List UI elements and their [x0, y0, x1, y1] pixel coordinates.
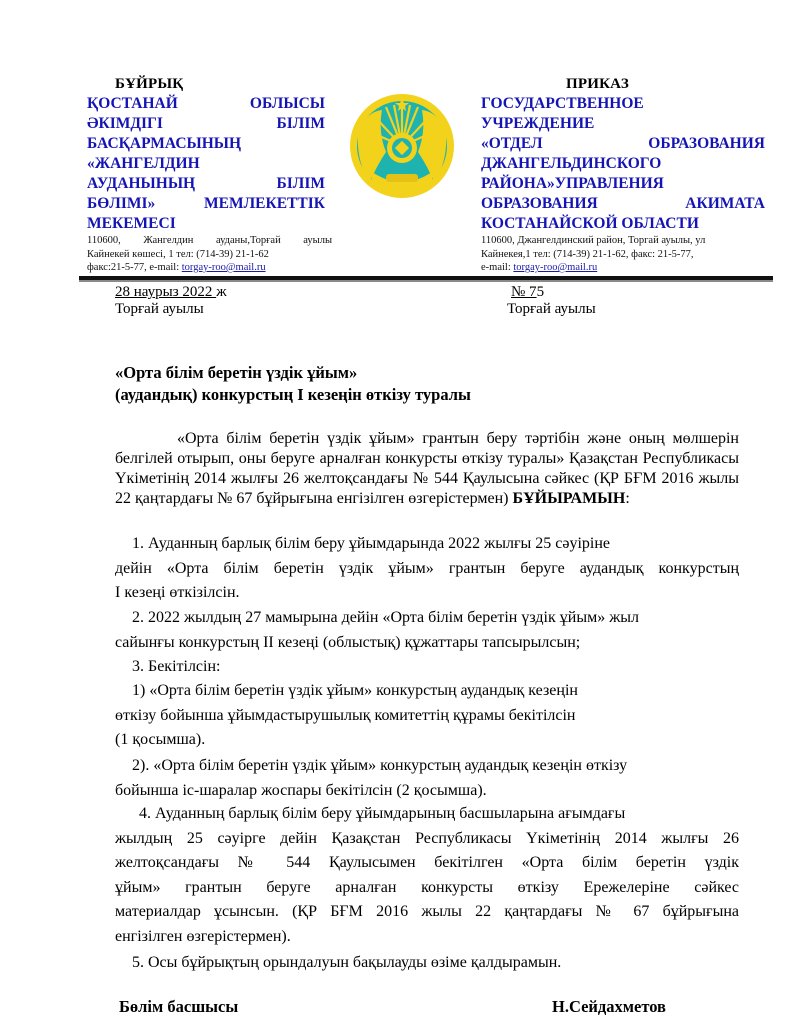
preamble-colon: :	[625, 490, 630, 507]
address-line: 110600, Джангелдинский район, Торгай ауылы, ул	[481, 235, 706, 246]
item-line: (1 қосымша).	[115, 731, 206, 748]
item-line: 3. Бекітілсін:	[132, 658, 221, 675]
org-line: КОСТАНАЙСКОЙ ОБЛАСТИ	[481, 215, 699, 232]
org-name-kazakh	[87, 94, 325, 234]
fax-label: факс:21-5-77, e-mail:	[87, 262, 182, 273]
item-line: 4. Ауданның барлық білім беру ұйымдарының басшыларына ағымдағы	[139, 805, 626, 822]
address-russian	[481, 234, 771, 275]
address-line: Кайнекея,1 тел: (714-39) 21-1-62, факс: 21-5-77,	[481, 248, 694, 260]
date-value: 28 наурыз 2022	[115, 284, 217, 300]
signature-position: Бөлім басшысы	[119, 997, 239, 1016]
item-line: І кезеңі өткізілсін.	[115, 584, 240, 601]
item-line: материалдар ұсынсын. (ҚР БҒМ 2016 жылы 22 қаңтардағы № 67 бұйрығына	[115, 903, 739, 920]
date-suffix: ж	[216, 284, 227, 300]
item-line: 5. Осы бұйрықтың орындалуын бақылауды өзіме қалдырамын.	[132, 954, 562, 971]
org-name-russian	[481, 94, 765, 234]
item-line: 2). «Орта білім беретін үздік ұйым» конкурстың аудандық кезеңін өткізу	[132, 757, 628, 774]
emblem-icon	[348, 92, 456, 200]
org-line: ӘКІМДІГІ БІЛІМ	[87, 115, 325, 132]
org-line: РАЙОНА»УПРАВЛЕНИЯ	[481, 175, 664, 192]
item-4	[115, 802, 739, 949]
item-3	[132, 655, 220, 680]
email-link[interactable]: torgay-roo@mail.ru	[513, 262, 598, 273]
org-line: ГОСУДАРСТВЕННОЕ	[481, 95, 644, 112]
item-5	[132, 951, 561, 976]
org-line: УЧРЕЖДЕНИЕ	[481, 115, 595, 132]
document-title	[115, 362, 471, 406]
item-line: дейін «Орта білім беретін үздік ұйым» грантын беруге аудандық конкурстың	[115, 559, 739, 577]
item-line: 1) «Орта білім беретін үздік ұйым» конкурстың аудандық кезеңін	[132, 682, 578, 699]
order-title-russian: ПРИКАЗ	[566, 76, 629, 92]
order-word: БҰЙЫРАМЫН	[512, 490, 626, 507]
item-line: өткізу бойынша ұйымдастырушылық комитеттің құрамы бекітілсін	[115, 706, 576, 724]
preamble-text: «Орта білім беретін үздік ұйым» грантын беру тәртібін және оның мөлшерін белгілей отырып, оны беруге арналған конкурсты өткізу туралы» Қазақстан Республикасы Үкіметінің 2014 жылғы 26 желтоқсандағы № 544 Қаулысына сәйкес (ҚР БҒМ 2016 жылы 22 қаңтардағы № 67 бұйрығына енгізілген өзгерістермен)	[115, 430, 739, 507]
place-right: Торғай ауылы	[507, 301, 596, 317]
email-label: e-mail:	[481, 262, 514, 273]
org-line: БАСҚАРМАСЫНЫҢ	[87, 135, 242, 152]
item-line: ұйым» грантын беруге арналған конкурсты өткізу Ережелеріне сәйкес	[115, 878, 739, 896]
item-line: бойынша іс-шаралар жоспары бекітілсін (2 қосымша).	[115, 781, 487, 799]
address-line	[481, 261, 771, 275]
preamble-paragraph	[115, 429, 739, 509]
state-emblem	[348, 92, 456, 200]
address-line: Кайнекей көшесі, 1 тел: (714-39) 21-1-62	[87, 248, 269, 260]
email-link[interactable]: torgay-roo@mail.ru	[181, 262, 266, 273]
title-line-1: «Орта білім беретін үздік ұйым»	[115, 363, 358, 382]
org-line: ДЖАНГЕЛЬДИНСКОГО	[481, 155, 662, 172]
item-line: 1. Ауданның барлық білім беру ұйымдарында 2022 жылғы 25 сәуіріне	[132, 535, 611, 552]
signature-name: Н.Сейдахметов	[552, 997, 666, 1016]
org-line: «ЖАНГЕЛДИН	[87, 155, 200, 172]
header-divider-thin	[79, 280, 773, 282]
item-line: сайынғы конкурстың ІІ кезеңі (облыстық) құжаттары тапсырылсын;	[115, 633, 581, 651]
item-line: жылдың 25 сәуірге дейін Қазақстан Республикасы Үкіметінің 2014 жылғы 26	[115, 829, 739, 847]
org-line: ОБРАЗОВАНИЯ АКИМАТА	[481, 195, 765, 212]
item-line: желтоқсандағы № 544 Қаулысымен бекітілген «Орта білім беретін үздік	[115, 854, 739, 871]
item-line: 2. 2022 жылдың 27 мамырына дейін «Орта білім беретін үздік ұйым» жыл	[132, 609, 639, 626]
title-line-2: (аудандық) конкурстың І кезеңін өткізу туралы	[115, 385, 471, 404]
address-line: 110600, Жангелдин ауданы,Торғай ауылы	[87, 235, 332, 246]
address-kazakh	[87, 234, 332, 275]
item-1	[115, 532, 739, 606]
item-line: енгізілген өзгерістермен).	[115, 927, 291, 945]
org-line: БӨЛІМІ» МЕМЛЕКЕТТІК	[87, 195, 325, 212]
org-line: «ОТДЕЛ ОБРАЗОВАНИЯ	[481, 135, 765, 152]
address-line	[87, 261, 332, 275]
org-line: АУДАНЫНЫҢ БІЛІМ	[87, 175, 325, 192]
org-line: МЕКЕМЕСІ	[87, 215, 176, 232]
number-value: № 7	[511, 284, 537, 300]
item-3-2	[115, 754, 739, 803]
item-3-1	[115, 679, 739, 753]
org-line: ҚОСТАНАЙ ОБЛЫСЫ	[87, 95, 325, 112]
number-suffix: 5	[536, 284, 545, 300]
order-title-kazakh: БҰЙРЫҚ	[115, 76, 184, 92]
item-2	[115, 606, 739, 655]
place-left: Торғай ауылы	[115, 301, 204, 317]
